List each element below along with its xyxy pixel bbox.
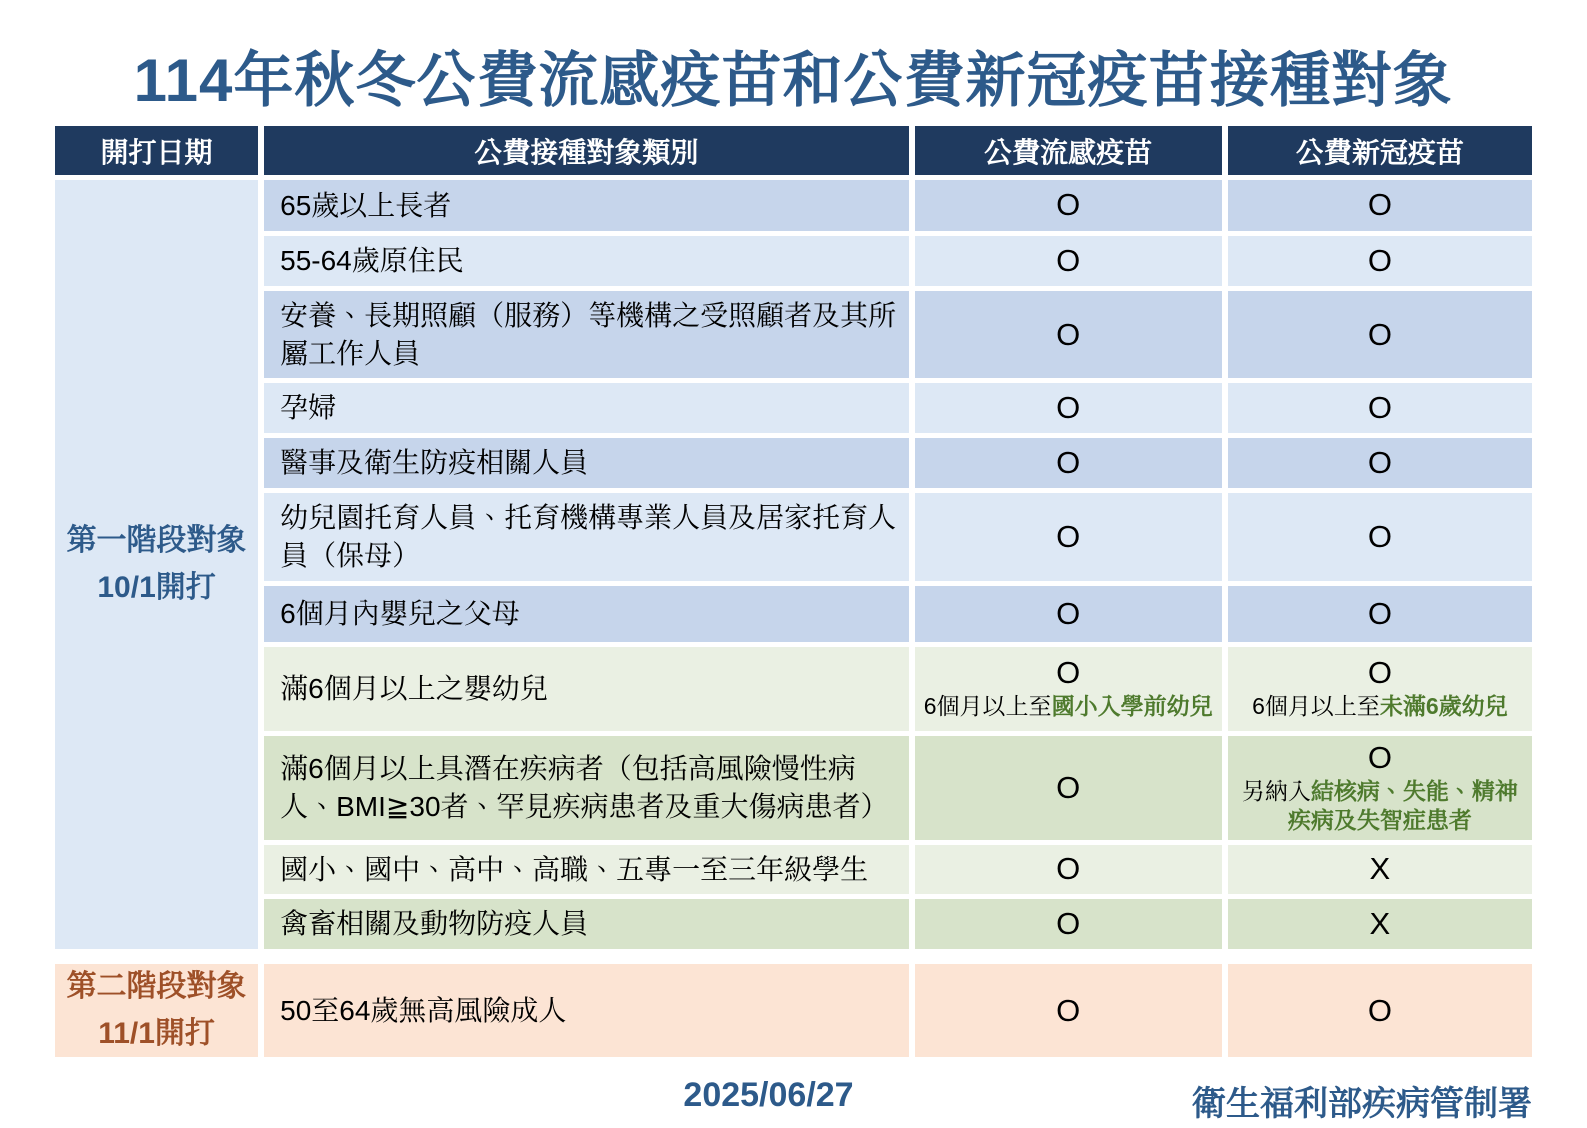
covid-note-highlight: 結核病、失能、精神疾病及失智症患者 (1287, 777, 1518, 833)
flu-mark-cell: O (915, 964, 1222, 1057)
category-cell: 國小、國中、高中、高職、五專一至三年級學生 (264, 845, 908, 895)
table-row (55, 736, 1532, 840)
page-title: 114年秋冬公費流感疫苗和公費新冠疫苗接種對象 (133, 47, 1454, 114)
flu-mark-cell: O (915, 383, 1222, 433)
covid-mark-cell: X (1228, 845, 1532, 895)
category-cell: 禽畜相關及動物防疫人員 (264, 899, 908, 949)
category-cell: 醫事及衛生防疫相關人員 (264, 438, 908, 488)
phase2-label-cell (55, 964, 258, 1057)
vaccine-table-wrap (49, 121, 1538, 1062)
covid-mark-cell: O (1228, 291, 1532, 379)
table-row (55, 180, 1532, 231)
table-row (55, 383, 1532, 433)
covid-mark-cell: O (1228, 180, 1532, 231)
category-cell: 6個月內嬰兒之父母 (264, 586, 908, 642)
flu-mark-cell (915, 647, 1222, 731)
covid-mark-cell (1228, 736, 1532, 840)
header-date: 開打日期 (55, 126, 258, 175)
flu-note: 6個月以上至國小入學前幼兒 (923, 693, 1213, 720)
header-row (55, 126, 1532, 175)
phase1-label-cell (55, 180, 258, 949)
covid-mark-cell: O (1228, 236, 1532, 286)
phase1-label-line2: 10/1開打 (97, 570, 216, 604)
category-cell: 安養、長期照顧（服務）等機構之受照顧者及其所屬工作人員 (264, 291, 908, 379)
footer-organization: 衛生福利部疾病管制署 (1192, 1085, 1532, 1124)
phase2-label-line1: 第二階段對象 (66, 970, 247, 1004)
table-row (55, 647, 1532, 731)
covid-mark-cell: X (1228, 899, 1532, 949)
table-row (55, 493, 1532, 581)
table-row (55, 845, 1532, 895)
header-category: 公費接種對象類別 (264, 126, 908, 175)
covid-mark-cell: O (1228, 964, 1532, 1057)
covid-mark-cell: O (1228, 383, 1532, 433)
category-cell: 幼兒園托育人員、托育機構專業人員及居家托育人員（保母） (264, 493, 908, 581)
header-covid: 公費新冠疫苗 (1228, 126, 1532, 175)
table-row (55, 899, 1532, 949)
phase-gap-row (55, 954, 1532, 959)
category-cell: 滿6個月以上具潛在疾病者（包括高風險慢性病人、BMI≧30者、罕見疾病患者及重大傷病患者） (264, 736, 908, 840)
category-cell: 65歲以上長者 (264, 180, 908, 231)
covid-note-highlight: 未滿6歲幼兒 (1379, 693, 1508, 720)
flu-mark-cell: O (915, 236, 1222, 286)
table-row (55, 236, 1532, 286)
covid-mark-cell: O (1228, 586, 1532, 642)
phase1-label-line1: 第一階段對象 (66, 524, 247, 558)
covid-mark: O (1367, 655, 1392, 691)
covid-note: 另納入結核病、失能、精神疾病及失智症患者 (1241, 777, 1518, 833)
table-row (55, 291, 1532, 379)
footer-date: 2025/06/27 (683, 1076, 854, 1115)
flu-mark-cell: O (915, 291, 1222, 379)
flu-note-highlight: 國小入學前幼兒 (1051, 693, 1213, 720)
covid-mark-cell: O (1228, 493, 1532, 581)
flu-mark-cell: O (915, 493, 1222, 581)
flu-mark-cell: O (915, 180, 1222, 231)
table-row (55, 586, 1532, 642)
flu-mark-cell: O (915, 899, 1222, 949)
table-row (55, 438, 1532, 488)
phase2-label-line2: 11/1開打 (98, 1016, 215, 1050)
covid-mark-cell: O (1228, 438, 1532, 488)
flu-mark-cell: O (915, 586, 1222, 642)
category-cell: 50至64歲無高風險成人 (264, 964, 908, 1057)
header-flu: 公費流感疫苗 (915, 126, 1222, 175)
flu-mark-cell: O (915, 845, 1222, 895)
covid-note: 6個月以上至未滿6歲幼兒 (1252, 693, 1508, 720)
flu-mark: O (1056, 655, 1081, 691)
flu-mark-cell: O (915, 736, 1222, 840)
footer (55, 1076, 1532, 1128)
category-cell: 55-64歲原住民 (264, 236, 908, 286)
flu-mark-cell: O (915, 438, 1222, 488)
vaccine-table (49, 121, 1538, 1062)
table-row (55, 964, 1532, 1057)
covid-mark: O (1367, 739, 1392, 775)
category-cell: 孕婦 (264, 383, 908, 433)
category-cell: 滿6個月以上之嬰幼兒 (264, 647, 908, 731)
covid-mark-cell (1228, 647, 1532, 731)
